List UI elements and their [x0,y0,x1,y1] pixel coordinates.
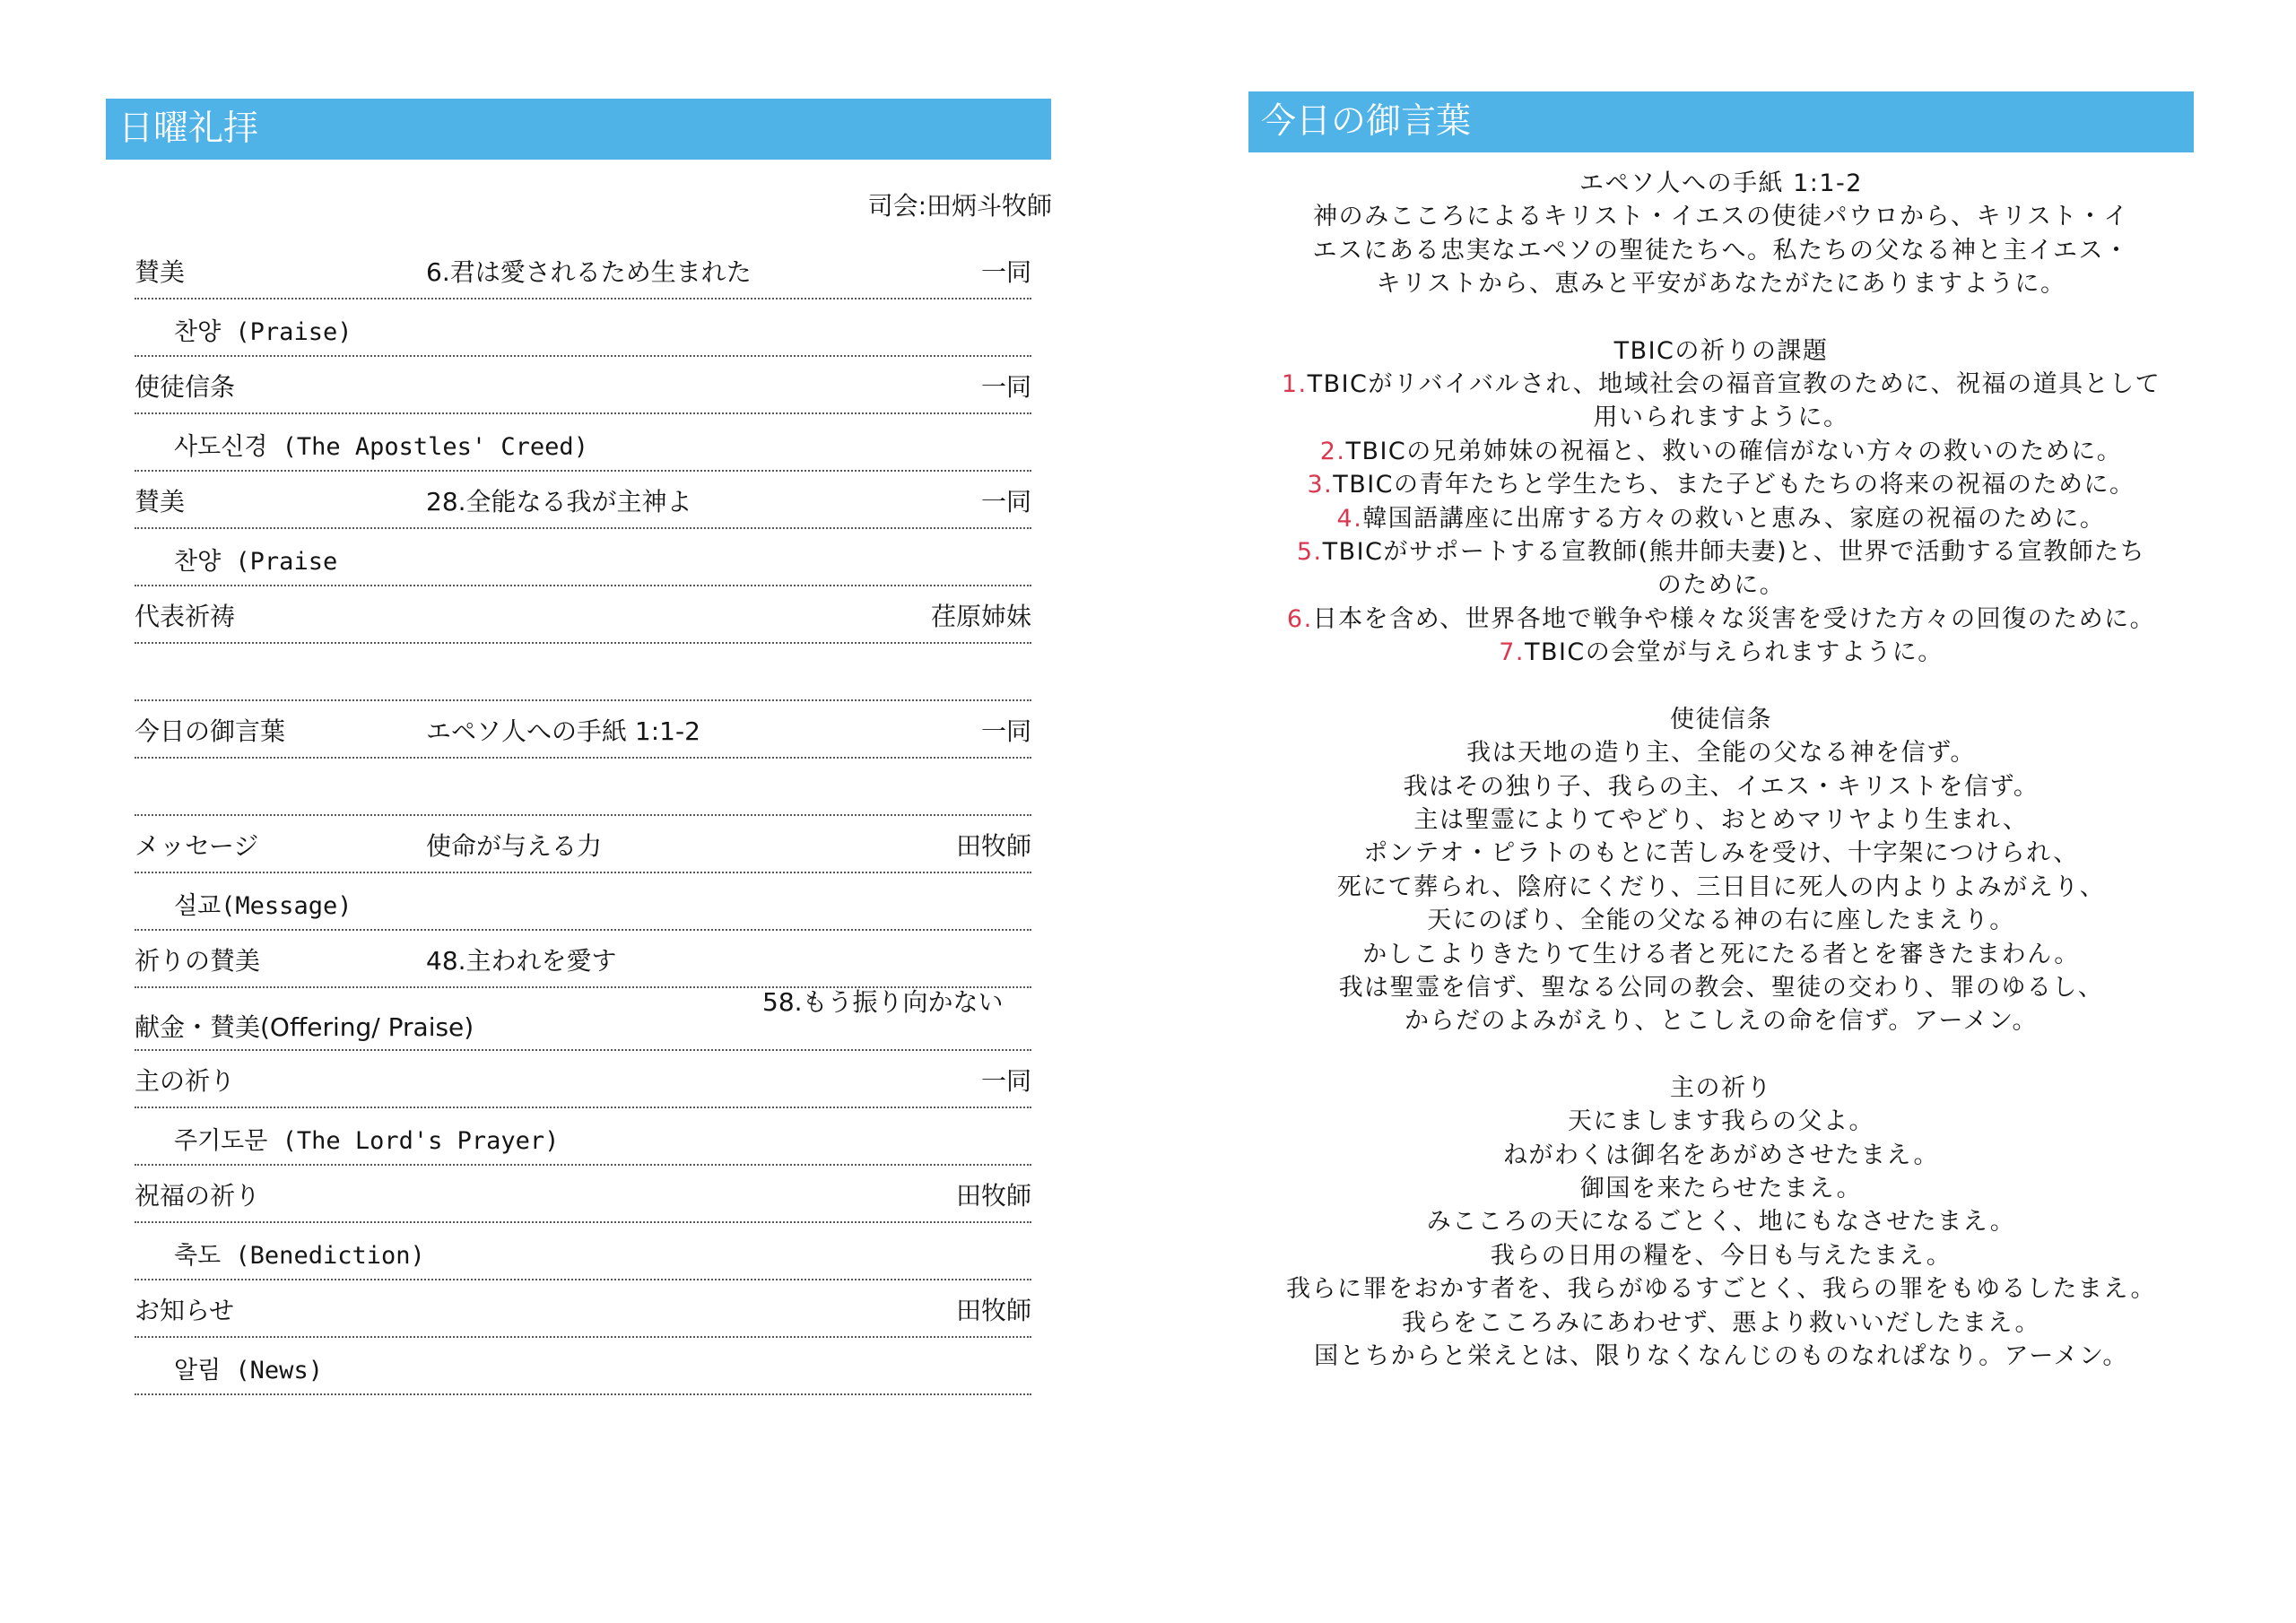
lords-prayer-line: 国とちからと栄えとは、限りなくなんじのものなれぱなり。アーメン。 [1314,1342,2128,1370]
prayer-topic-line [1245,603,2197,636]
creed-line: ポンテオ・ピラトのもとに苦しみを受け、十字架につけられ、 [1363,839,2079,868]
program-item-leader: 一同 [980,257,1031,287]
program-subtitle: 찬양 (Praise [174,548,338,576]
scripture-title: エペソ人への手紙 1:1-2 [1579,169,1863,197]
program-row [135,1280,1031,1338]
prayer-topic-line [1245,368,2197,401]
program-item-detail: 28.全能なる我が主神よ [426,487,692,516]
program-item-leader: 田牧師 [955,1296,1031,1325]
program-subtitle-row [135,873,1031,931]
program-item-label: 賛美 [135,257,186,287]
creed-line: 我は天地の造り主、全能の父なる神を信ず。 [1466,739,1976,768]
program-blank-row [135,644,1031,701]
program-item-label: 主の祈り [135,1066,236,1096]
prayer-topic-text: 用いられますように。 [1593,404,1849,432]
program-row [135,931,1031,988]
program-item-label: 代表祈祷 [135,602,236,631]
program-item-leader: 田牧師 [955,831,1031,861]
scripture-line: 神のみこころによるキリスト・イエスの使徒パウロから、キリスト・イ [1313,203,2129,231]
prayer-topic-line [1245,401,2197,434]
program-row [135,357,1031,414]
creed-line: 我は聖霊を信ず、聖なる公同の教会、聖徒の交わり、罪のゆるし、 [1338,973,2104,1002]
prayer-topic-number: 1. [1281,370,1308,399]
prayer-topic-number: 6. [1286,604,1313,633]
scripture-text [1245,200,2197,300]
program-item-leader: 一同 [980,372,1031,402]
program-item-leader: 田牧師 [955,1181,1031,1211]
todays-word-header: 今日の御言葉 [1248,91,2194,152]
program-item-leader: 一同 [980,716,1031,746]
lords-prayer-line: 御国を来たらせたまえ。 [1579,1174,1863,1202]
program-subtitle-row [135,1108,1031,1166]
prayer-topic-number: 7. [1499,638,1525,667]
prayer-topic-text: 日本を含め、世界各地で戦争や様々な災害を受けた方々の回復のために。 [1312,604,2156,633]
program-subtitle-row [135,529,1031,586]
program-item-label: 使徒信条 [135,372,236,402]
program-row [135,472,1031,529]
program-item-detail: 使命が与える力 [426,831,603,861]
prayer-topic-text: TBICがサポートする宣教師(熊井師夫妻)と、世界で活動する宣教師たち [1322,538,2146,567]
creed-title: 使徒信条 [1670,705,1772,733]
program-subtitle: 축도 (Benediction) [174,1242,425,1270]
scripture-line: エスにある忠実なエペソの聖徒たちへ。私たちの父なる神と主イエス・ [1312,236,2130,265]
prayer-topic-text: TBICがリバイバルされ、地域社会の福音宣教のために、祝福の道具として [1307,370,2161,399]
prayer-topic-number: 5. [1296,538,1323,567]
program-subtitle-row [135,414,1031,472]
program-blank-row [135,759,1031,816]
program-item-label: 今日の御言葉 [135,716,286,746]
program-subtitle: 알림 (News) [174,1357,323,1384]
program-item-detail: 58.もう振り向かない [762,987,1004,1017]
program-row [135,242,1031,299]
program-item-leader: 荏原姉妹 [930,602,1031,631]
program-row [135,988,1031,1051]
lords-prayer-text [1245,1105,2197,1373]
order-of-worship-header: 日曜礼拝 [106,99,1051,160]
prayer-topic-number: 4. [1336,504,1363,533]
program-item-detail: 6.君は愛されるため生まれた [426,257,752,287]
prayer-topic-number: 2. [1319,437,1346,465]
lords-prayer-line: 天にまします我らの父よ。 [1568,1107,1874,1136]
creed-line: 死にて葬られ、陰府にくだり、三日目に死人の内よりよみがえり、 [1336,872,2106,901]
program-subtitle-row [135,1223,1031,1280]
prayer-topic-text: 韓国語講座に出席する方々の救いと恵み、家庭の祝福のために。 [1362,504,2106,533]
program-row [135,1051,1031,1108]
prayer-topic-line [1245,568,2197,602]
creed-line: 天にのぼり、全能の父なる神の右に座したまえり。 [1427,907,2015,935]
program-subtitle: 설교(Message) [174,892,352,920]
prayer-topic-text: TBICの会堂が与えられますように。 [1524,638,1944,667]
program-item-label: メッセージ [135,831,259,861]
program-subtitle: 주기도문 (The Lord's Prayer) [174,1127,560,1155]
scripture-line: キリストから、恵みと平安があなたがたにありますように。 [1376,270,2066,299]
program-subtitle: 사도신경 (The Apostles' Creed) [174,433,588,461]
lords-prayer-line: 我らに罪をおかす者を、我らがゆるすごとく、我らの罪をもゆるしたまえ。 [1285,1275,2157,1304]
program-item-label: 祝福の祈り [135,1181,261,1211]
program-subtitle-row [135,1338,1031,1395]
lords-prayer-line: 我らをこころみにあわせず、悪より救いいだしたまえ。 [1402,1308,2040,1337]
lords-prayer-line: ねがわくは御名をあがめさせたまえ。 [1502,1141,1940,1169]
program-row [135,701,1031,759]
program-subtitle-row [135,299,1031,357]
prayer-topic-text: のために。 [1657,571,1786,600]
program-item-label: 献金・賛美(Offering/ Praise) [135,1012,474,1042]
program-item-label: 祈りの賛美 [135,946,261,976]
program-row [135,816,1031,873]
program-item-leader: 一同 [980,1066,1031,1096]
prayer-topics-title: TBICの祈りの課題 [1613,336,1829,365]
program-row [135,1166,1031,1223]
prayer-topic-line [1245,535,2197,568]
officiant: 司会:田炳斗牧師 [867,191,1052,221]
prayer-topic-line [1245,636,2197,669]
prayer-topic-line [1245,435,2197,468]
program-row [135,586,1031,644]
creed-line: 主は聖霊によりてやどり、おとめマリヤより生まれ、 [1413,805,2029,834]
creed-line: 我はその独り子、我らの主、イエス・キリストを信ず。 [1403,772,2039,801]
prayer-topic-line [1245,502,2197,535]
creed-line: かしこよりきたりて生ける者と死にたる者とを審きたまわん。 [1362,940,2080,968]
creed-line: からだのよみがえり、とこしえの命を信ず。アーメン。 [1404,1007,2039,1036]
program-subtitle: 찬양 (Praise) [174,318,352,346]
lords-prayer-line: 我らの日用の糧を、今日も与えたまえ。 [1490,1241,1952,1270]
program-item-leader: 一同 [980,487,1031,516]
prayer-topic-text: TBICの青年たちと学生たち、また子どもたちの将来の祝福のために。 [1333,471,2135,499]
program-item-detail: 48.主われを愛す [426,946,617,976]
prayer-topic-line [1245,468,2197,501]
prayer-topic-number: 3. [1307,471,1334,499]
program-item-label: 賛美 [135,487,186,516]
program-item-label: お知らせ [135,1296,235,1325]
right-page-content [1245,167,2197,1373]
creed-text [1245,736,2197,1038]
program-item-detail: エペソ人への手紙 1:1-2 [426,716,700,746]
lords-prayer-title: 主の祈り [1670,1073,1772,1102]
prayer-topic-text: TBICの兄弟姉妹の祝福と、救いの確信がない方々の救いのために。 [1345,437,2123,465]
prayer-topics-list [1245,368,2197,670]
lords-prayer-line: みこころの天になるごとく、地にもなさせたまえ。 [1426,1208,2016,1237]
